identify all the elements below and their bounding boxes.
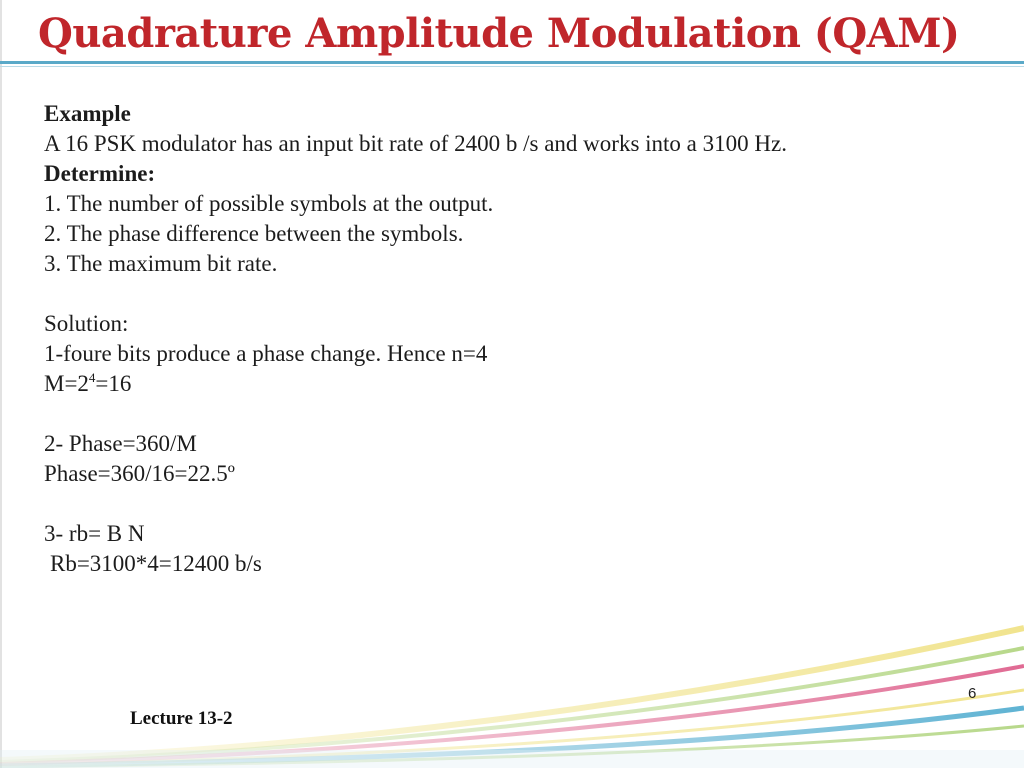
solution-step1-line1: 1-foure bits produce a phase change. Hence n=4 bbox=[44, 341, 488, 366]
spacer bbox=[44, 399, 984, 429]
determine-heading: Determine: bbox=[44, 161, 156, 186]
footer-lecture-label: Lecture 13-2 bbox=[130, 708, 233, 729]
slide-body bbox=[44, 99, 984, 579]
title-underline-thin bbox=[0, 66, 1024, 67]
page-number: 6 bbox=[968, 685, 977, 702]
question-2: 2. The phase difference between the symbols. bbox=[44, 221, 464, 246]
spacer bbox=[44, 279, 984, 309]
title-underline bbox=[0, 61, 1024, 64]
solution-step3-line2: Rb=3100*4=12400 b/s bbox=[50, 551, 262, 576]
decorative-swoosh bbox=[0, 600, 1024, 768]
question-1: 1. The number of possible symbols at the output. bbox=[44, 191, 494, 216]
solution-step2-line2: Phase=360/16=22.5º bbox=[44, 461, 235, 486]
slide-title: Quadrature Amplitude Modulation (QAM) bbox=[38, 10, 960, 57]
solution-heading: Solution: bbox=[44, 311, 129, 336]
spacer bbox=[44, 489, 984, 519]
m-exponent: 4 bbox=[88, 370, 96, 385]
m-result: =16 bbox=[95, 371, 132, 396]
solution-step1-line2 bbox=[44, 369, 984, 399]
solution-step2-line1: 2- Phase=360/M bbox=[44, 431, 197, 456]
question-3: 3. The maximum bit rate. bbox=[44, 251, 278, 276]
m-base: M=2 bbox=[44, 371, 89, 396]
solution-step3-line1: 3- rb= B N bbox=[44, 521, 145, 546]
example-heading: Example bbox=[44, 101, 131, 126]
problem-statement: A 16 PSK modulator has an input bit rate of 2400 b /s and works into a 3100 Hz. bbox=[44, 131, 787, 156]
